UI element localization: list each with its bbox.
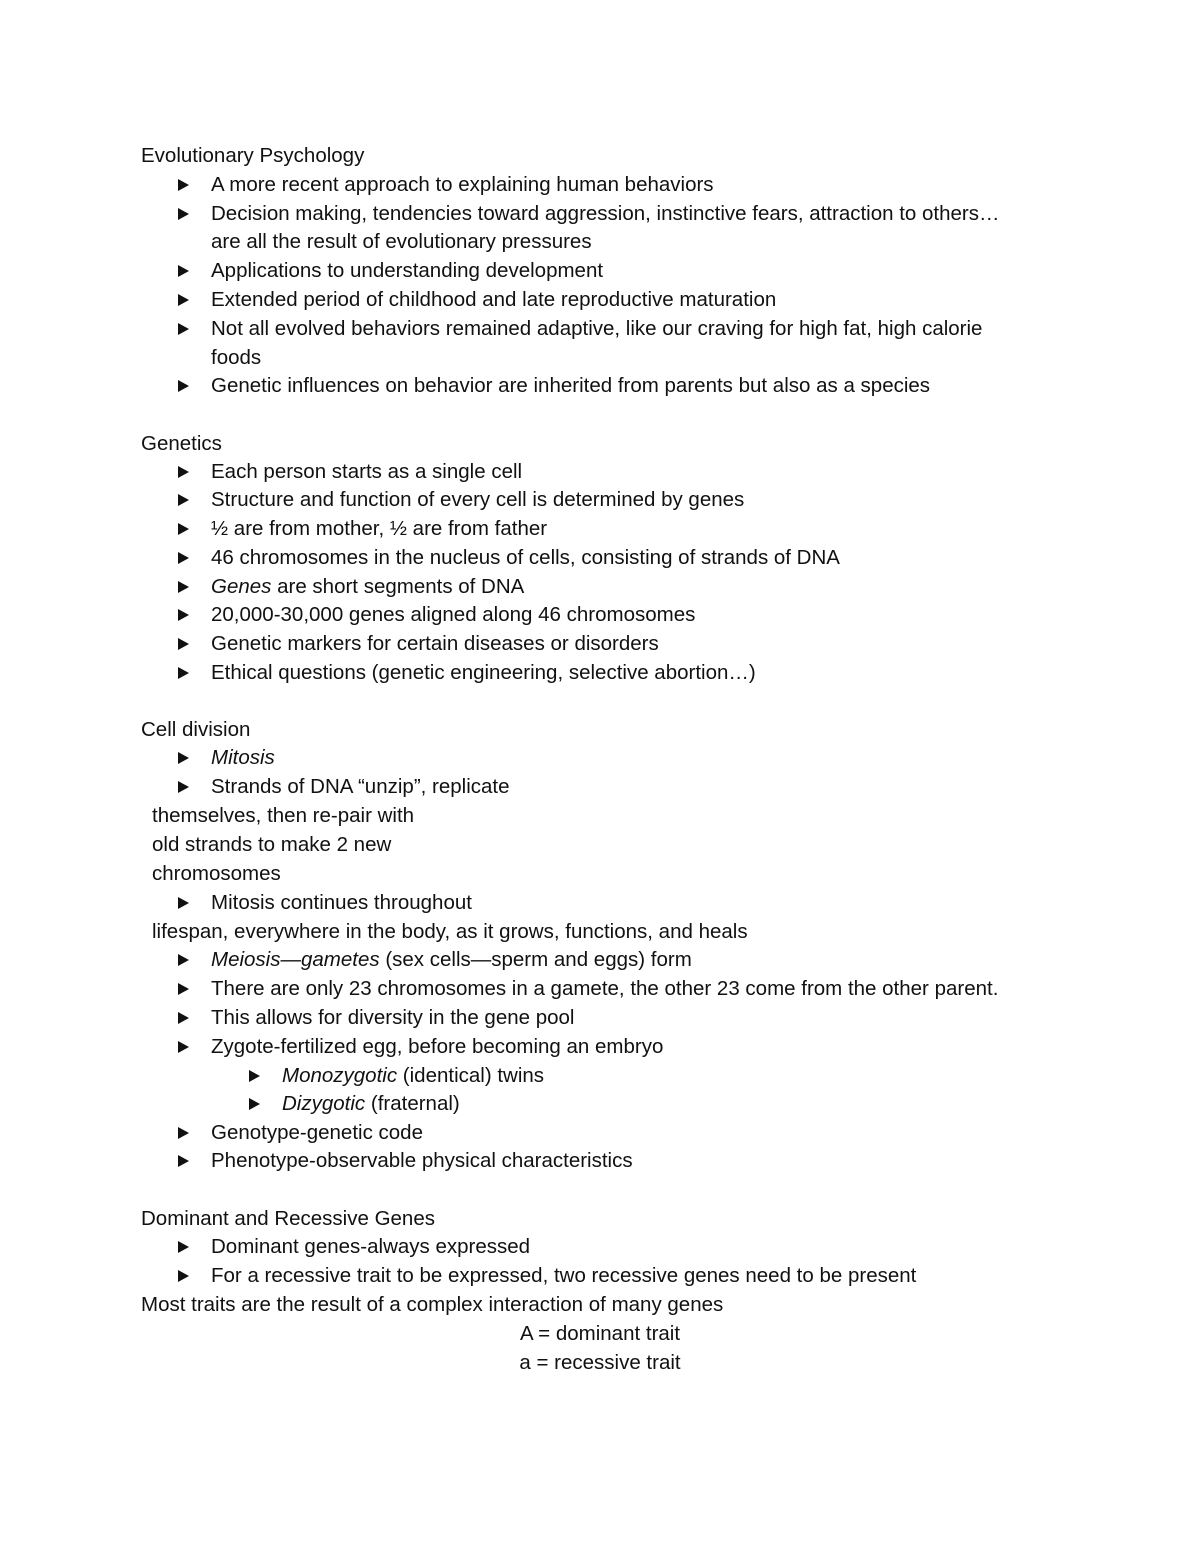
sub-bullet-text xyxy=(282,1090,460,1118)
bullet-arrow-icon xyxy=(178,523,189,535)
section-heading: Genetics xyxy=(141,432,222,455)
bullet-text: Strands of DNA “unzip”, replicate xyxy=(211,775,510,798)
bullet-text: Genotype-genetic code xyxy=(211,1121,423,1144)
bullet-text: Mitosis continues throughout xyxy=(211,891,472,914)
meiosis-term: Meiosis—gametes xyxy=(211,948,380,971)
bullet-text: Dominant genes-always expressed xyxy=(211,1235,531,1258)
bullet-arrow-icon xyxy=(178,983,189,995)
bullet-text: A more recent approach to explaining human behaviors xyxy=(211,173,714,196)
bullet-text-continuation: lifespan, everywhere in the body, as it grows, functions, and heals xyxy=(152,920,748,943)
sub-bullet-text xyxy=(282,1062,544,1090)
bullet-arrow-icon xyxy=(178,494,189,506)
bullet-text: Not all evolved behaviors remained adaptive, like our craving for high fat, high calorie xyxy=(211,317,983,340)
bullet-text: Mitosis xyxy=(211,746,275,769)
bullet-arrow-icon xyxy=(178,667,189,679)
bullet-text: Extended period of childhood and late reproductive maturation xyxy=(211,288,777,311)
bullet-arrow-icon xyxy=(178,1155,189,1167)
bullet-arrow-icon xyxy=(178,179,189,191)
bullet-arrow-icon xyxy=(178,1270,189,1282)
bullet-text: Applications to understanding development xyxy=(211,259,604,282)
bullet-text xyxy=(211,573,524,601)
bullet-text: For a recessive trait to be expressed, two recessive genes need to be present xyxy=(211,1264,917,1287)
bullet-arrow-icon xyxy=(178,897,189,909)
bullet-arrow-icon xyxy=(178,752,189,764)
genes-definition: are short segments of DNA xyxy=(271,575,525,598)
bullet-arrow-icon xyxy=(178,552,189,564)
bullet-arrow-icon xyxy=(178,638,189,650)
bullet-text: 20,000-30,000 genes aligned along 46 chromosomes xyxy=(211,603,696,626)
bullet-text: This allows for diversity in the gene pool xyxy=(211,1006,575,1029)
bullet-arrow-icon xyxy=(178,1041,189,1053)
bullet-text: Structure and function of every cell is determined by genes xyxy=(211,488,745,511)
monozygotic-term: Monozygotic xyxy=(282,1064,398,1087)
bullet-text-continuation: chromosomes xyxy=(152,862,281,885)
bullet-arrow-icon xyxy=(178,294,189,306)
bullet-text: There are only 23 chromosomes in a gamete, the other 23 come from the other parent. xyxy=(211,977,999,1000)
bullet-arrow-icon xyxy=(178,323,189,335)
bullet-text-continuation: old strands to make 2 new xyxy=(152,833,392,856)
bullet-text: Genetic influences on behavior are inherited from parents but also as a species xyxy=(211,374,931,397)
bullet-text: Each person starts as a single cell xyxy=(211,460,523,483)
key-recessive: a = recessive trait xyxy=(519,1351,681,1374)
meiosis-definition: (sex cells—sperm and eggs) form xyxy=(379,948,692,971)
bullet-text: Phenotype-observable physical characteristics xyxy=(211,1149,633,1172)
section-heading: Dominant and Recessive Genes xyxy=(141,1207,435,1230)
bullet-arrow-icon xyxy=(178,466,189,478)
bullet-text-continuation: themselves, then re-pair with xyxy=(152,804,415,827)
bullet-text: Decision making, tendencies toward aggression, instinctive fears, attraction to others… xyxy=(211,202,1000,225)
bullet-arrow-icon xyxy=(178,1127,189,1139)
bullet-arrow-icon xyxy=(178,1012,189,1024)
paragraph-text: Most traits are the result of a complex interaction of many genes xyxy=(141,1293,724,1316)
bullet-arrow-icon xyxy=(178,954,189,966)
dizygotic-definition: (fraternal) xyxy=(365,1092,460,1115)
bullet-text xyxy=(211,946,692,974)
section-heading: Evolutionary Psychology xyxy=(141,144,365,167)
bullet-arrow-icon xyxy=(178,208,189,220)
section-heading: Cell division xyxy=(141,718,251,741)
genes-term: Genes xyxy=(211,575,272,598)
sub-bullet-arrow-icon xyxy=(249,1070,260,1082)
bullet-text-continuation: are all the result of evolutionary pressures xyxy=(211,230,592,253)
bullet-arrow-icon xyxy=(178,265,189,277)
bullet-text: Genetic markers for certain diseases or disorders xyxy=(211,632,659,655)
key-dominant: A = dominant trait xyxy=(519,1322,681,1345)
bullet-text: Zygote-fertilized egg, before becoming an embryo xyxy=(211,1035,664,1058)
bullet-arrow-icon xyxy=(178,1241,189,1253)
bullet-arrow-icon xyxy=(178,781,189,793)
bullet-arrow-icon xyxy=(178,380,189,392)
bullet-text: 46 chromosomes in the nucleus of cells, consisting of strands of DNA xyxy=(211,546,840,569)
monozygotic-definition: (identical) twins xyxy=(397,1064,545,1087)
bullet-text-continuation: foods xyxy=(211,346,262,369)
bullet-arrow-icon xyxy=(178,581,189,593)
bullet-arrow-icon xyxy=(178,609,189,621)
bullet-text: Ethical questions (genetic engineering, selective abortion…) xyxy=(211,661,756,684)
dizygotic-term: Dizygotic xyxy=(282,1092,366,1115)
bullet-text: ½ are from mother, ½ are from father xyxy=(211,517,548,540)
sub-bullet-arrow-icon xyxy=(249,1098,260,1110)
